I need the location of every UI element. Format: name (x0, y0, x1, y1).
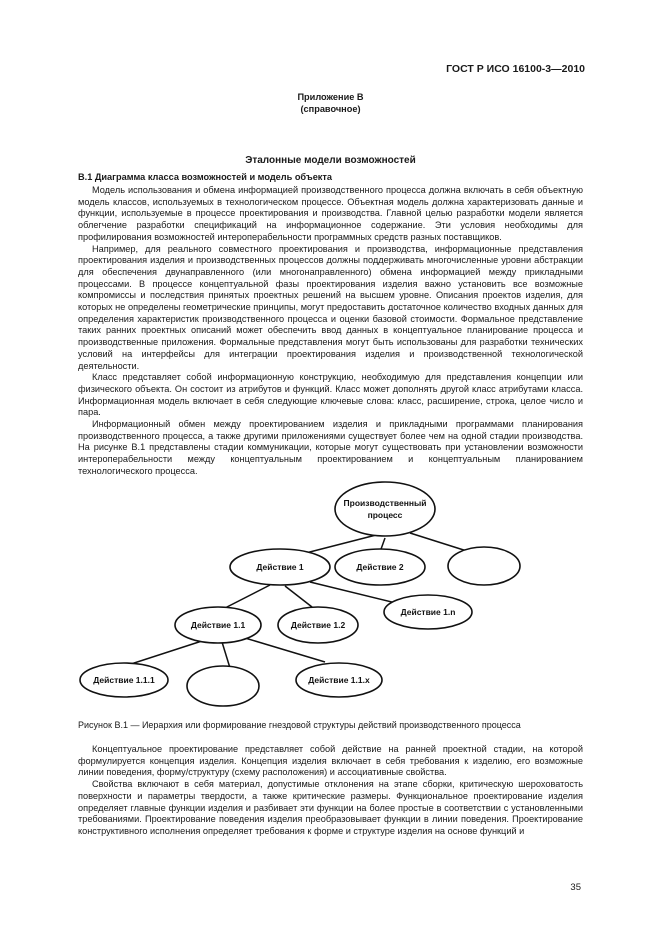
appendix-note: (справочное) (300, 104, 361, 114)
node-label-action-1-1-1: Действие 1.1.1 (93, 675, 155, 685)
body-text-top (78, 185, 583, 478)
standard-header: ГОСТ Р ИСО 16100-3—2010 (446, 63, 585, 75)
node-label-action-1-2: Действие 1.2 (290, 620, 346, 630)
paragraph: Например, для реального совместного проектирования и производства, информационные представления проектирования изделия и производственных процессов должны поддерживать многочисленные уровни абстракции для обеспечения двунаправленного (или многонаправленного) обмена информацией между прикладными процессами. В процессе концептуальной фазы проектирования изделия важно установить все возможные компромиссы и последствия принятых проектных решений на высшем уровне. Описания проектов изделия, для которых не определены геометрические принципы, могут предоставить достаточное количество входных данных для определения характеристик производственного процесса и оценки базовой стоимости. Формальное представление таких ранних проектных описаний может обеспечить ввод данных в концептуальное планирование процесса и производственные приложения. Формальные представления могут быть использованы для разработки технических условий на интерфейсы для интеграции проектирования изделия и производственной технологической деятельности. (78, 243, 583, 371)
subsection-title: В.1 Диаграмма класса возможностей и модель объекта (78, 172, 333, 182)
page-number: 35 (570, 882, 581, 893)
node-label-root-cont: процесс (367, 510, 403, 520)
edge-action11-action111 (125, 640, 205, 666)
node-label-action-1: Действие 1 (256, 562, 304, 572)
figure-caption: Рисунок В.1 — Иерархия или формирование гнездовой структуры действий производственного процесса (78, 720, 521, 730)
node-label-action-1-n: Действие 1.n (400, 607, 456, 617)
paragraph: Концептуальное проектирование представляет собой действие на ранней проектной стадии, на которой формулируется концепция изделия. Концепция изделия включает в себя требования к изделию, его возможные линии поведения, форму/структуру (схему расположения) и ассоциативные свойства. (78, 744, 583, 778)
edge-action1-action11 (225, 585, 270, 608)
paragraph: Модель использования и обмена информацией производственного процесса должна включать в себя объектную модель классов, используемых в технологическом процессе. Объектная модель должна характеризовать данные и функции, используемые в процессе проектирования и производства. Главной целью разработки модели является облегчение разработки спецификаций на информационное содержание. Эти условия необходимы для профилирования возможностей интероперабельности программных средств разных поставщиков. (78, 185, 583, 242)
hierarchy-diagram (0, 465, 661, 715)
section-title: Эталонные модели возможностей (245, 155, 416, 166)
node-label-action-1-1-x: Действие 1.1.x (308, 675, 370, 685)
paragraph: Свойства включают в себя материал, допустимые отклонения на этапе сборки, критическую шероховатость поверхности и параметры твердости, а также критические размеры. Функциональное проектирование изделия определяет главные функции изделия и разбивает эти функции на более простые в соответствии с установленными требованиями. Проектирование поведения изделия преобразовывает функции в линии поведения. Проектирование конструктивного исполнения определяет требования к форме и структуре изделия на основе функций и (78, 779, 583, 836)
node-production-process (335, 482, 435, 536)
appendix-title: Приложение В (297, 92, 364, 102)
node-empty-action (448, 547, 520, 585)
node-label-action-2: Действие 2 (356, 562, 404, 572)
edge-root-action3 (410, 533, 470, 552)
edge-action11-empty (222, 642, 230, 668)
body-text-bottom (78, 744, 583, 838)
node-label-action-1-1: Действие 1.1 (190, 620, 246, 630)
paragraph: Класс представляет собой информационную конструкцию, необходимую для представления концепции или физического объекта. Он состоит из атрибутов и функций. Класс может дополнять другой класс атрибутами класса. Информационная модель включает в себя следующие ключевые слова: класс, расширение, строка, целое число и пара. (78, 372, 583, 418)
edge-action1-action12 (285, 586, 312, 607)
node-label-root: Производственный (343, 498, 427, 508)
paragraph: Информационный обмен между проектированием изделия и прикладными программами планирования производственного процесса, а также другими приложениями существует более чем на одной стадии производства. На рисунке В.1 представлены стадии коммуникации, которые могут существовать при установлении возможности интероперабельности между концептуальным проектированием и концептуальным планированием технологического процесса. (78, 419, 583, 476)
node-empty-subaction (187, 666, 259, 706)
